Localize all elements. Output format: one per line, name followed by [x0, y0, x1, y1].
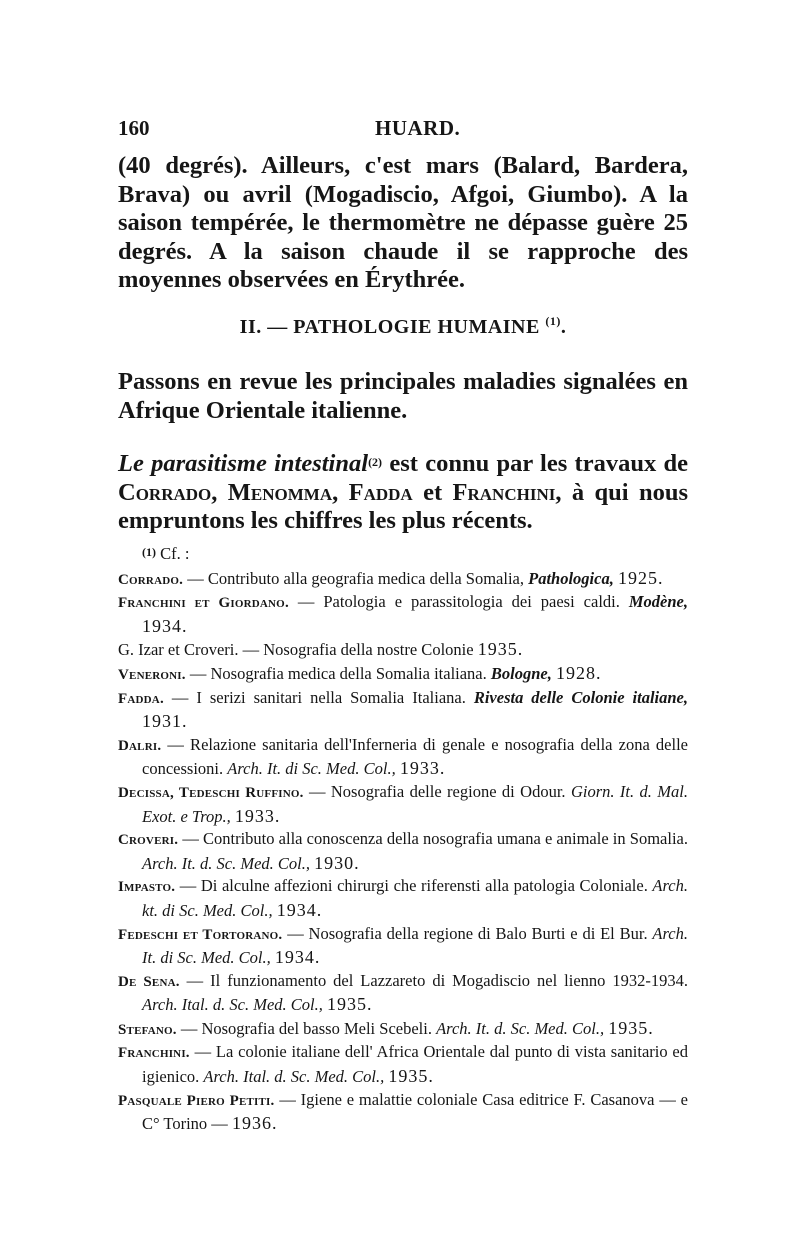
author-names: [118, 479, 555, 506]
reference-year: 1935.: [477, 639, 524, 660]
reference-authors: Dalri.: [118, 737, 162, 754]
section-heading-text: II. — PATHOLOGIE HUMAINE: [239, 316, 540, 338]
reference-list: [118, 567, 688, 1136]
reference-title: — Contributo alla conoscenza della nosografia umana e animale in Somalia.: [178, 829, 688, 849]
reference-authors: Stefano.: [118, 1021, 177, 1038]
reference-publication: Arch. Ital. d. Sc. Med. Col.,: [203, 1067, 385, 1087]
reference-item: [118, 828, 688, 875]
reference-authors: De Sena.: [118, 973, 180, 990]
reference-authors: Franchini et Giordano.: [118, 595, 289, 612]
reference-publication: Pathologica,: [528, 568, 614, 588]
reference-title: — Relazione sanitaria dell'Inferneria di genale e nosografia della zona delle concessioni.: [142, 734, 688, 779]
reference-item: [118, 662, 688, 687]
reference-year: 1935.: [388, 1066, 434, 1087]
footnote-label: Cf. :: [160, 544, 190, 563]
reference-publication: Arch. It. di Sc. Med. Col.,: [227, 759, 396, 779]
reference-authors: Impasto.: [118, 879, 176, 896]
reference-year: 1935.: [608, 1017, 654, 1038]
footnote-intro: [118, 543, 688, 566]
reference-title: — Nosografia della regione di Balo Burti e di El Bur.: [282, 923, 653, 943]
reference-item: [118, 687, 688, 734]
reference-item: [118, 781, 688, 828]
author-name: Fadda: [348, 478, 413, 506]
reference-publication: Bologne,: [490, 663, 552, 683]
reference-year: 1934.: [142, 615, 188, 636]
reference-publication: Arch. Ital. d. Sc. Med. Col.,: [142, 995, 323, 1015]
reference-year: 1934.: [276, 899, 323, 920]
reference-title: — Igiene e malattie coloniale Casa editrice F. Casanova — e C° Torino —: [142, 1089, 688, 1134]
reference-item: [118, 1041, 688, 1088]
topic-term: Le parasitisme intestinal: [118, 450, 369, 477]
running-title: HUARD.: [375, 116, 461, 140]
reference-title: — Nosografia medica della Somalia italiana.: [185, 663, 491, 683]
running-head: [118, 116, 688, 146]
reference-year: 1936.: [231, 1113, 278, 1134]
reference-authors: Veneroni.: [118, 666, 186, 683]
author-name: Franchini: [452, 478, 556, 506]
reference-title: G. Izar et Croveri. — Nosografia della nostre Colonie: [118, 640, 478, 660]
reference-item: [118, 638, 688, 662]
reference-publication: Rivesta delle Colonie italiane,: [473, 687, 688, 707]
reference-item: [118, 1017, 688, 1042]
reference-year: 1930.: [314, 852, 360, 873]
reference-authors: Fedeschi et Tortorano.: [118, 926, 283, 943]
name-separator: ,: [211, 478, 228, 506]
reference-year: 1935.: [326, 994, 373, 1015]
reference-item: [118, 567, 688, 592]
reference-year: 1928.: [555, 662, 602, 683]
reference-item: [118, 875, 688, 922]
reference-publication: Arch. It. di Sc. Med. Col.,: [142, 923, 688, 968]
reference-title: — I serizi sanitari nella Somalia Italiana.: [163, 687, 474, 707]
section-heading: [118, 316, 688, 339]
paragraph-parasitism: [118, 450, 688, 536]
footnote-ref-2: (2): [368, 455, 383, 469]
reference-year: 1933.: [234, 805, 281, 826]
reference-year: 1933.: [399, 758, 446, 779]
reference-title: — Il funzionamento del Lazzareto di Mogadiscio nel lienno 1932-1934.: [179, 970, 688, 990]
reference-publication: Giorn. It. d. Mal. Exot. e Trop.,: [142, 781, 688, 826]
reference-publication: Arch. It. d. Sc. Med. Col.,: [436, 1018, 605, 1038]
reference-item: [118, 734, 688, 781]
reference-title: — La colonie italiane dell' Africa Orientale dal punto di vista sanitario ed igienico.: [142, 1042, 688, 1087]
name-separator: ,: [332, 478, 349, 506]
author-name: Corrado: [118, 478, 212, 506]
name-separator: et: [412, 478, 453, 506]
author-name: Menomma: [227, 478, 333, 506]
page-number: 160: [118, 116, 150, 140]
paragraph-intro: Passons en revue les principales maladies signalées en Afrique Orientale italienne.: [118, 368, 688, 424]
reference-title: — Patologia e parassitologia dei paesi caldi.: [288, 592, 629, 612]
reference-authors: Corrado.: [118, 571, 184, 588]
reference-year: 1934.: [274, 947, 321, 968]
reference-authors: Pasquale Piero Petiti.: [118, 1092, 275, 1109]
reference-title: — Di alculne affezioni chirurgi che riferensti alla patologia Coloniale.: [175, 876, 653, 896]
reference-item: [118, 970, 688, 1017]
reference-title: — Nosografia delle regione di Odour.: [303, 781, 571, 801]
footnote-mark: (1): [142, 545, 156, 559]
reference-publication: Modène,: [628, 592, 688, 612]
reference-authors: Decissa, Tedeschi Ruffino.: [118, 784, 304, 801]
heading-end: .: [560, 316, 567, 338]
reference-publication: Arch. kt. di Sc. Med. Col.,: [142, 876, 688, 920]
paragraph-climate: (40 degrés). Ailleurs, c'est mars (Balard, Bardera, Brava) ou avril (Mogadiscio, Afgoi, Giumbo). A la saison tempérée, le thermomètre ne dépasse guère 25 degrés. A la saison chaude il se rapproche des moyennes observées en Érythrée.: [118, 152, 688, 293]
reference-title: — Contributo alla geografia medica della Somalia,: [183, 568, 529, 588]
reference-item: [118, 923, 688, 970]
reference-item: [118, 1089, 688, 1136]
footnotes: [118, 543, 688, 1136]
footnote-ref-1: (1): [545, 314, 561, 328]
reference-item: [118, 591, 688, 638]
paragraph-text: est connu par les travaux de: [382, 450, 688, 477]
paragraph-text-end: , à qui nous empruntons les chiffres les plus récents.: [118, 478, 688, 534]
reference-year: 1931.: [142, 711, 188, 732]
reference-year: 1925.: [617, 567, 664, 588]
reference-title: — Nosografia del basso Meli Scebeli.: [176, 1018, 437, 1038]
reference-authors: Croveri.: [118, 832, 179, 849]
reference-authors: Franchini.: [118, 1045, 190, 1062]
reference-publication: Arch. It. d. Sc. Med. Col.,: [142, 853, 311, 873]
reference-authors: Fadda.: [118, 690, 164, 707]
